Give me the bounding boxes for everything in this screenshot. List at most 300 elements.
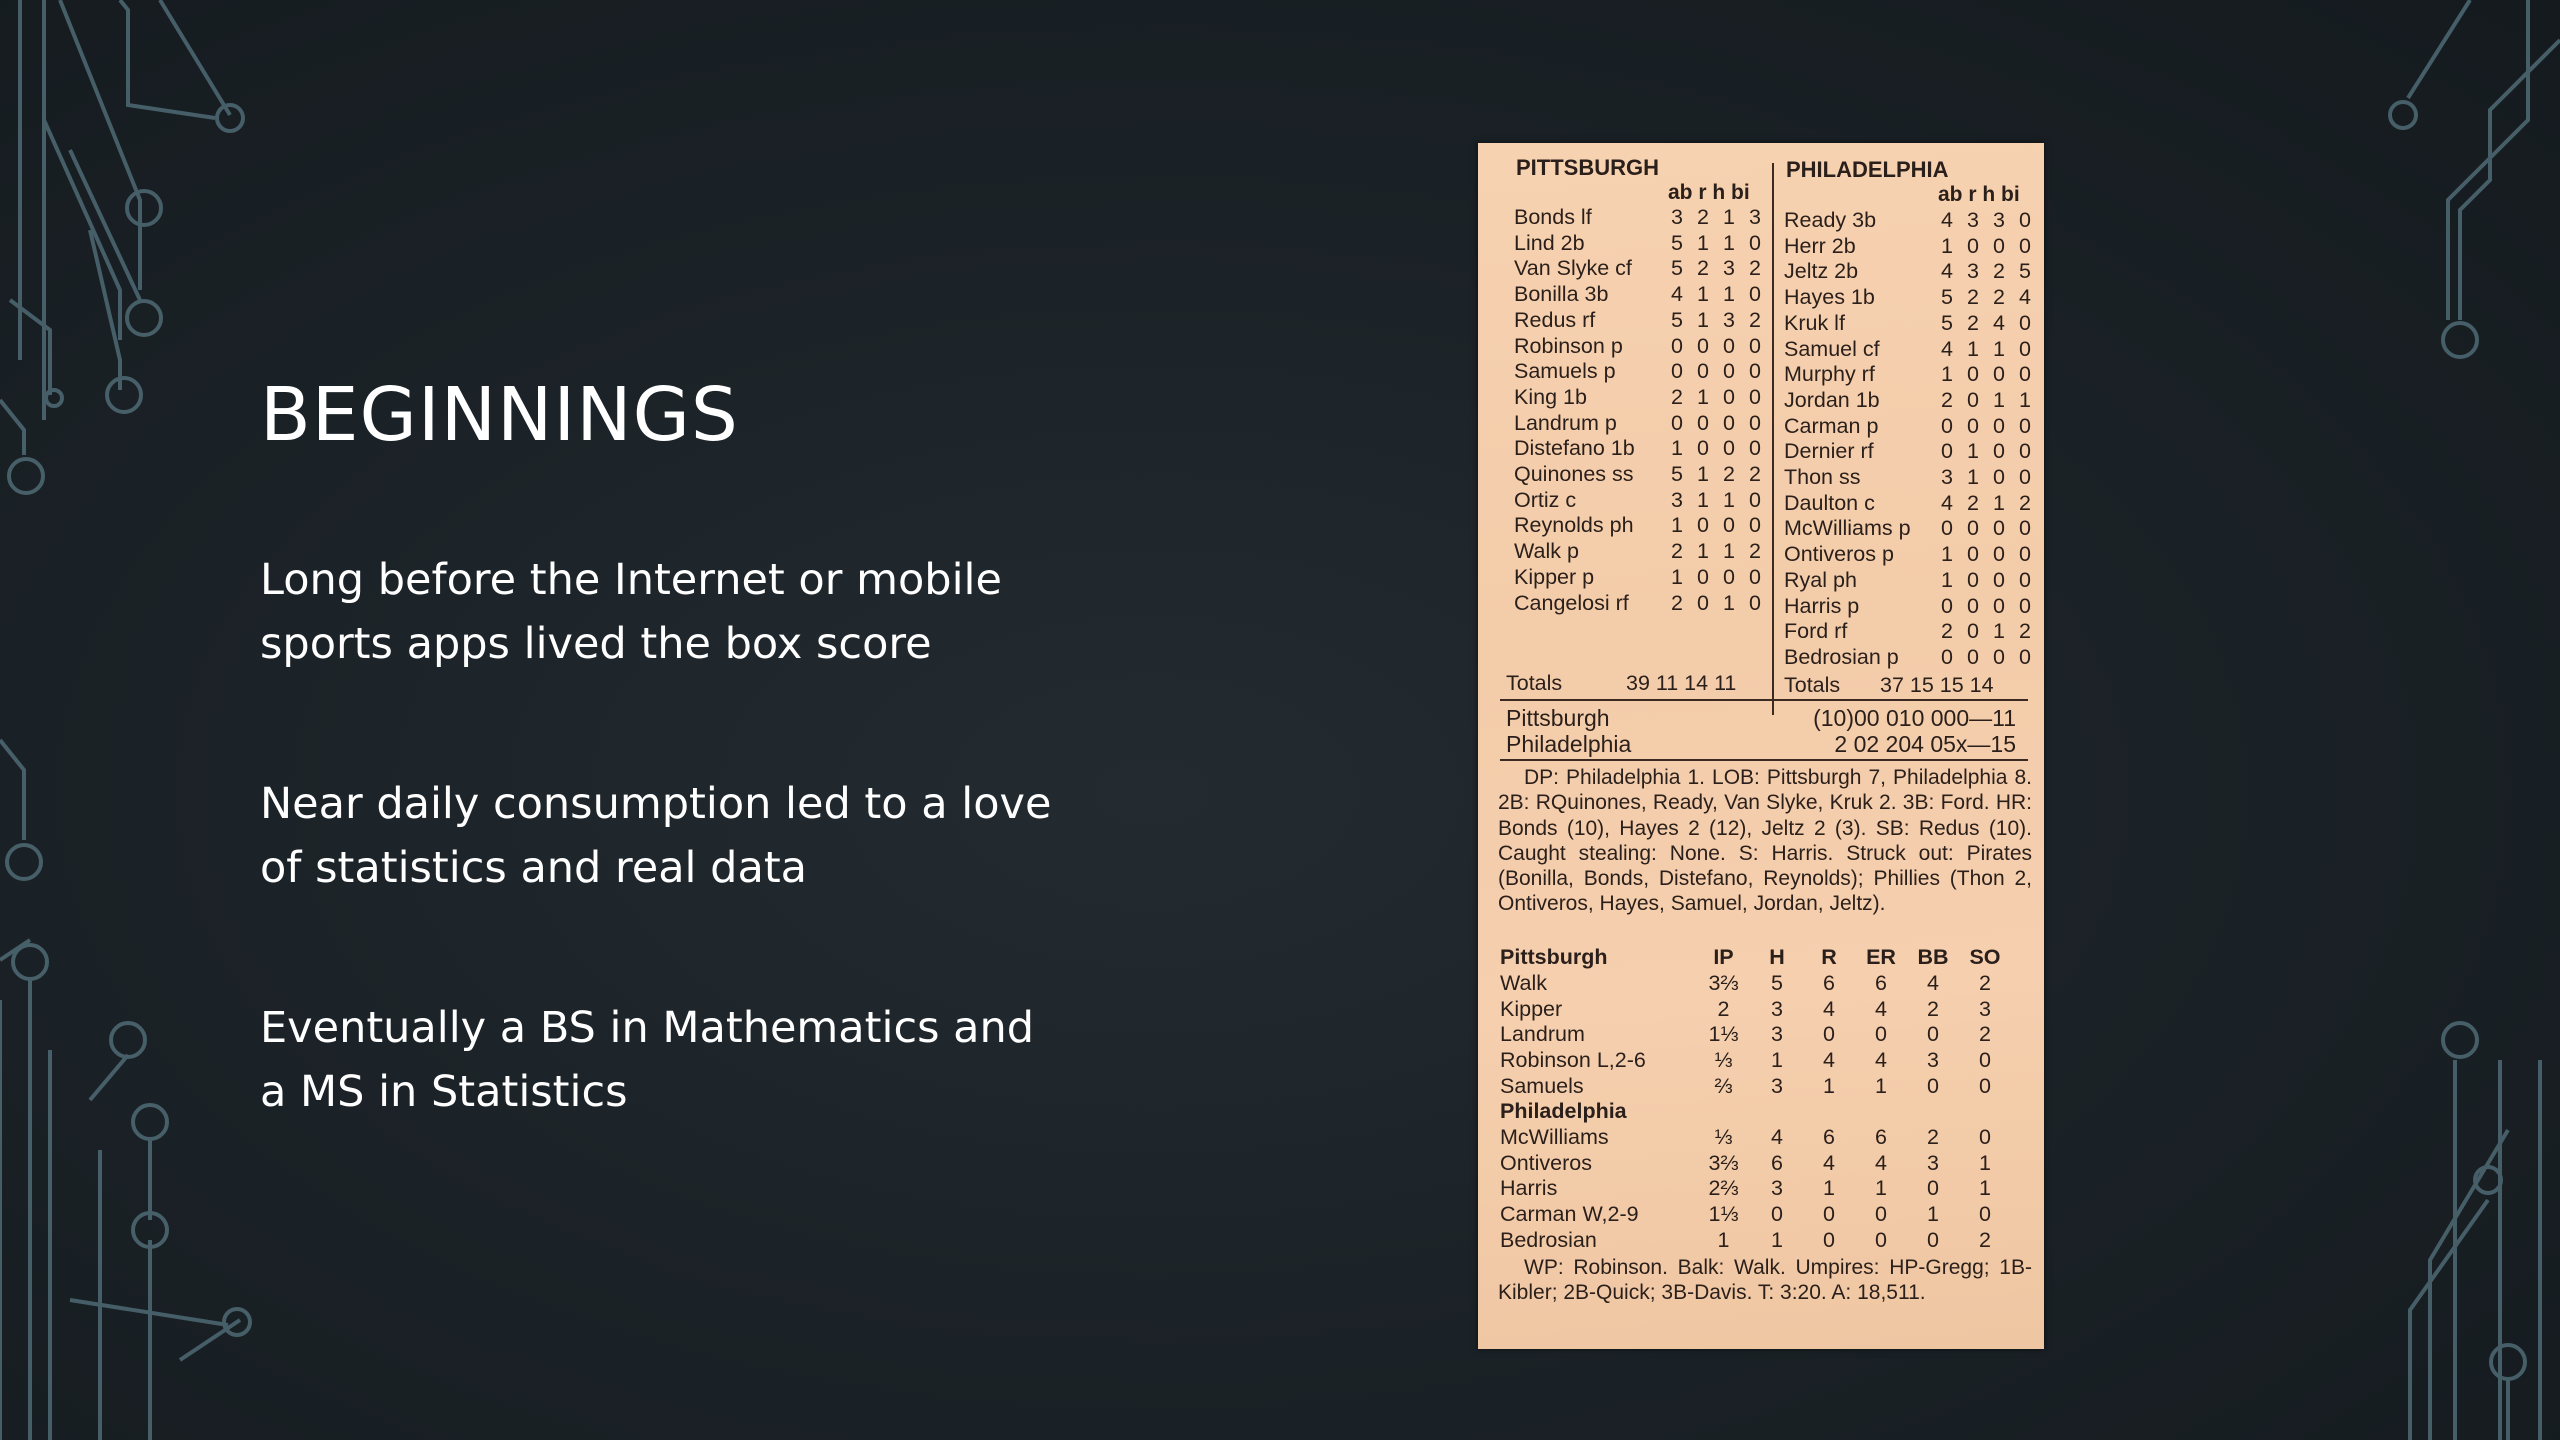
batter-row [1784,414,2038,440]
batter-stat: 0 [2019,542,2031,567]
batter-row [1784,311,2038,337]
pitcher-stat: 3 [1771,996,1783,1021]
pitching-col: R [1821,945,1837,969]
batter-stat: 0 [1749,436,1761,461]
slide-title: BEGINNINGS [260,372,739,458]
batter-stat: 2 [1671,539,1683,564]
pitcher-stat: 0 [1823,1202,1835,1227]
batter-stat: 0 [1993,362,2005,387]
pitcher-stat: 4 [1823,1150,1835,1175]
batter-row [1514,411,1768,437]
batter-stat: 2 [1749,539,1761,564]
batter-name: Carman p [1784,413,1879,438]
pitching-col: IP [1713,945,1734,969]
pitcher-stat: 3⅔ [1708,1150,1739,1175]
pitcher-stat: 6 [1771,1150,1783,1175]
batter-stat: 4 [1941,490,1953,515]
batter-stat: 5 [1671,462,1683,486]
batter-stat: 2 [2019,490,2031,515]
batter-stat: 0 [2019,644,2031,669]
pitcher-stat: 1 [1771,1227,1783,1252]
batter-row [1784,337,2038,363]
batter-stat: 5 [2019,259,2031,284]
batter-stat: 2 [1967,490,1979,515]
batter-name: Ready 3b [1784,208,1877,232]
batter-stat: 4 [1993,310,2005,335]
batter-stat: 0 [1941,413,1953,438]
batter-stat: 0 [1749,513,1761,538]
batter-row [1784,439,2038,465]
batter-stat: 0 [1697,333,1709,358]
pitcher-stat: 1 [1979,1176,1991,1201]
batter-stat: 0 [2019,593,2031,618]
batter-name: Van Slyke cf [1514,256,1632,281]
totals-value: 39 11 14 11 [1626,671,1737,695]
batter-row [1784,388,2038,414]
batter-name: Bonds lf [1514,205,1592,229]
totals-label: Totals [1506,671,1563,695]
batter-row [1784,568,2038,594]
batter-name: Ryal ph [1784,567,1857,592]
batter-stat: 0 [1993,567,2005,592]
batter-stat: 1 [1697,282,1709,307]
pitcher-stat: 1⅓ [1708,1202,1739,1227]
pitcher-row [1500,1022,2011,1048]
batter-stat: 1 [1671,564,1683,589]
pitcher-name: Walk [1500,971,1547,995]
pitcher-stat: 1 [1823,1073,1835,1098]
pitcher-name: Samuels [1500,1073,1584,1098]
batter-stat: 0 [2019,208,2031,232]
batter-row [1514,231,1768,257]
pitcher-stat: ⅓ [1714,1125,1733,1149]
batter-stat: 2 [1967,285,1979,310]
pitcher-stat: 4 [1823,1048,1835,1073]
batter-name: Kruk lf [1784,310,1845,335]
batter-stat: 2 [1749,462,1761,486]
batter-row [1784,645,2038,671]
pitcher-stat: 3 [1771,1176,1783,1201]
pitching-team: Pittsburgh [1500,945,1608,969]
batter-stat: 1 [1967,336,1979,361]
batter-stat: 1 [1941,567,1953,592]
bullet-item: Long before the Internet or mobile sports apps lived the box score [260,555,1002,669]
batter-stat: 0 [2019,439,2031,464]
batter-row [1784,594,2038,620]
batter-stat: 0 [1993,516,2005,541]
batter-row [1514,256,1768,282]
batter-stat: 0 [1749,230,1761,255]
batter-name: Daulton c [1784,490,1875,515]
batter-stat: 0 [1697,359,1709,384]
pitcher-stat: 0 [1927,1176,1939,1201]
batter-stat: 2 [1671,384,1683,409]
batter-name: Jeltz 2b [1784,259,1859,284]
batter-row [1784,542,2038,568]
pitcher-stat: 0 [1875,1022,1887,1047]
batter-stat: 0 [1941,593,1953,618]
batter-name: Jordan 1b [1784,387,1880,412]
batter-name: Landrum p [1514,410,1617,435]
batter-stat: 1 [1967,465,1979,489]
batter-name: Lind 2b [1514,230,1585,255]
pitcher-stat: 4 [1927,971,1939,995]
pitcher-stat: 3 [1979,996,1991,1021]
pitcher-row [1500,1228,2011,1254]
bullet-item: Near daily consumption led to a love of statistics and real data [260,779,1052,893]
pitcher-stat: 4 [1771,1125,1783,1149]
batter-stat: 1 [1671,513,1683,538]
batter-row [1514,436,1768,462]
batter-stat: 4 [1941,208,1953,232]
pitcher-stat: 3 [1927,1150,1939,1175]
batter-row [1784,619,2038,645]
totals-value: 37 15 15 14 [1880,673,1994,697]
batter-stat: 0 [1723,513,1735,538]
pitcher-stat: 0 [1979,1073,1991,1098]
pitcher-stat: ⅔ [1714,1073,1733,1098]
box-score-clipping [1478,143,2044,1349]
pitcher-row [1500,1202,2011,1228]
batter-stat: 0 [2019,233,2031,258]
batter-name: Harris p [1784,593,1860,618]
batter-stat: 0 [1967,542,1979,567]
batter-name: Ortiz c [1514,487,1577,512]
batter-stat: 1 [1941,542,1953,567]
totals-label: Totals [1784,673,1841,697]
batter-stat: 0 [1697,590,1709,615]
batter-stat: 3 [1723,256,1735,281]
pittsburgh-totals [1506,671,1736,696]
batter-stat: 4 [1941,259,1953,284]
batter-stat: 1 [1723,282,1735,307]
batter-name: Cangelosi rf [1514,590,1629,615]
linescore-team: Pittsburgh [1506,705,1610,731]
batter-name: Bonilla 3b [1514,282,1609,307]
batter-stat: 5 [1941,310,1953,335]
batter-row [1784,362,2038,388]
pitcher-stat: 6 [1823,1125,1835,1149]
batter-name: Ford rf [1784,619,1848,644]
batter-stat: 0 [1749,333,1761,358]
batter-stat: 2 [1993,259,2005,284]
batter-stat: 0 [1993,644,2005,669]
batter-stat: 2 [1723,462,1735,486]
pitcher-stat: 0 [1979,1125,1991,1149]
batter-name: King 1b [1514,384,1587,409]
linescore-team: Philadelphia [1506,731,1632,757]
batter-stat: 0 [2019,336,2031,361]
batter-name: Kipper p [1514,564,1595,589]
pitcher-stat: 6 [1875,971,1887,995]
pitcher-name: Landrum [1500,1022,1585,1047]
pitcher-name: Robinson L,2-6 [1500,1048,1646,1073]
pitcher-stat: 1 [1771,1048,1783,1073]
batter-stat: 5 [1671,230,1683,255]
batter-stat: 0 [1749,359,1761,384]
batter-stat: 0 [1749,487,1761,512]
batter-stat: 0 [1749,282,1761,307]
pitcher-stat: 0 [1979,1202,1991,1227]
batter-row [1784,259,2038,285]
batter-stat: 0 [1941,439,1953,464]
batter-stat: 0 [1723,359,1735,384]
batter-stat: 4 [2019,285,2031,310]
pitcher-stat: 6 [1823,971,1835,995]
batter-stat: 1 [1993,619,2005,644]
pitcher-name: Bedrosian [1500,1227,1597,1252]
pitcher-row [1500,971,2011,997]
linescore-innings: 2 02 204 05x—15 [1834,731,2016,757]
batter-stat: 1 [2019,387,2031,412]
pitcher-stat: 2 [1717,996,1730,1021]
batter-stat: 0 [1967,233,1979,258]
pitcher-stat: 4 [1875,996,1887,1021]
pitcher-stat: 0 [1927,1227,1939,1252]
batter-row [1514,308,1768,334]
pitcher-stat: 0 [1927,1073,1939,1098]
pitcher-stat: 0 [1823,1022,1835,1047]
pitcher-stat: 0 [1927,1022,1939,1047]
batter-row [1514,282,1768,308]
batter-stat: 0 [1671,333,1683,358]
batter-stat: 3 [1941,465,1953,489]
batter-stat: 0 [1723,564,1735,589]
batter-stat: 1 [1993,387,2005,412]
batter-stat: 0 [1749,384,1761,409]
pitcher-stat: 1 [1823,1176,1835,1201]
philadelphia-totals [1784,673,1994,698]
batter-row [1514,205,1768,231]
batter-stat: 0 [1723,333,1735,358]
pitcher-stat: 2 [1927,996,1939,1021]
pitcher-name: Harris [1500,1176,1558,1201]
batter-stat: 1 [1993,336,2005,361]
batter-row [1784,208,2038,234]
pitching-team-heading [1500,1099,1696,1125]
batter-stat: 1 [1697,539,1709,564]
pitcher-row [1500,997,2011,1023]
batter-row [1784,234,2038,260]
batter-stat: 1 [1723,539,1735,564]
pitcher-stat: 1 [1875,1073,1887,1098]
batter-stat: 0 [1723,436,1735,461]
batter-stat: 3 [1723,307,1735,332]
philadelphia-column-header: ab r h bi [1938,183,2020,206]
batter-stat: 0 [1749,564,1761,589]
batter-stat: 0 [1967,413,1979,438]
batter-name: Thon ss [1784,465,1861,489]
batter-stat: 0 [1967,567,1979,592]
game-notes: DP: Philadelphia 1. LOB: Pittsburgh 7, Philadelphia 8. 2B: RQuinones, Ready, Van Slyke, Kruk 2. 3B: Ford. HR: Bonds (10), Hayes 2 (12), Jeltz 2 (3). SB: Redus (10). Caught stealing: None. S: Harris. Struck out: Pirates (Bonilla, Bonds, Distefano, Reynolds); Phillies (Thon 2, Ontiveros, Hayes, Samuel, Jordan, Jeltz). [1498,766,2032,916]
pitcher-stat: 4 [1875,1048,1887,1073]
batter-stat: 0 [1697,513,1709,538]
pitcher-stat: 2 [1979,971,1991,995]
batter-row [1514,359,1768,385]
pitcher-row [1500,1048,2011,1074]
batter-name: Samuels p [1514,359,1616,384]
batter-row [1514,334,1768,360]
pitcher-stat: 2 [1927,1125,1939,1149]
rule [1500,699,2028,701]
batter-stat: 0 [2019,310,2031,335]
batter-stat: 0 [1967,387,1979,412]
batter-stat: 1 [1697,307,1709,332]
batter-row [1514,565,1768,591]
pitcher-row [1500,1151,2011,1177]
batter-stat: 1 [1967,439,1979,464]
linescore-row [1506,731,2016,758]
batter-stat: 0 [1967,619,1979,644]
pitching-col: SO [1969,945,2001,969]
batter-name: Dernier rf [1784,439,1874,464]
pitcher-name: McWilliams [1500,1125,1609,1149]
batter-row [1514,539,1768,565]
batter-stat: 1 [1671,436,1683,461]
batter-stat: 4 [1671,282,1683,307]
pitching-team: Philadelphia [1500,1099,1627,1123]
batter-stat: 0 [1967,593,1979,618]
batter-stat: 0 [1993,413,2005,438]
batter-name: Redus rf [1514,307,1596,332]
pitcher-stat: 0 [1875,1227,1887,1252]
batter-stat: 0 [1993,233,2005,258]
bullet-list [260,548,1060,1220]
batter-stat: 1 [1697,487,1709,512]
batter-stat: 2 [1749,307,1761,332]
batter-stat: 0 [1749,410,1761,435]
pitcher-stat: 1 [1875,1176,1887,1201]
pitcher-stat: 2 [1979,1227,1991,1252]
pitcher-row [1500,1074,2011,1100]
batter-stat: 1 [1993,490,2005,515]
batter-stat: 0 [1697,436,1709,461]
batter-name: Robinson p [1514,333,1623,358]
batter-stat: 1 [1697,462,1709,486]
batter-stat: 0 [2019,516,2031,541]
batter-stat: 0 [1993,542,2005,567]
batter-stat: 0 [1993,593,2005,618]
batter-stat: 0 [1967,644,1979,669]
batter-stat: 5 [1941,285,1953,310]
batter-row [1514,513,1768,539]
pitcher-stat: ⅓ [1714,1048,1733,1073]
batter-stat: 0 [2019,413,2031,438]
pitching-col: BB [1917,945,1949,969]
batter-name: Ontiveros p [1784,542,1894,567]
batter-stat: 0 [1723,384,1735,409]
batter-stat: 1 [1697,384,1709,409]
batter-stat: 2 [2019,619,2031,644]
batter-stat: 1 [1697,230,1709,255]
batter-stat: 1 [1723,205,1735,229]
batter-stat: 0 [1697,564,1709,589]
batter-stat: 5 [1671,256,1683,281]
batter-name: Walk p [1514,539,1579,564]
linescore-innings: (10)00 010 000—11 [1813,705,2016,731]
pitcher-stat: 1⅓ [1708,1022,1739,1047]
pittsburgh-column-header: ab r h bi [1668,181,1750,204]
batter-stat: 2 [1993,285,2005,310]
pitcher-stat: 0 [1823,1227,1835,1252]
batter-stat: 1 [1941,233,1953,258]
batter-stat: 4 [1941,336,1953,361]
batter-stat: 0 [1993,439,2005,464]
batter-stat: 0 [1671,359,1683,384]
batter-stat: 0 [1941,644,1953,669]
batter-stat: 2 [1941,619,1953,644]
pitcher-stat: 1 [1927,1202,1939,1227]
batter-stat: 0 [2019,362,2031,387]
batter-stat: 1 [1941,362,1953,387]
batter-row [1784,285,2038,311]
pitcher-stat: 1 [1979,1150,1991,1175]
batter-name: Samuel cf [1784,336,1880,361]
batter-stat: 2 [1697,256,1709,281]
batter-row [1514,462,1768,488]
batter-stat: 3 [1749,205,1761,229]
pitcher-stat: 3 [1927,1048,1939,1073]
batter-stat: 1 [1723,230,1735,255]
batter-stat: 0 [1967,516,1979,541]
pitcher-stat: 4 [1875,1150,1887,1175]
pitcher-name: Kipper [1500,996,1563,1021]
batter-stat: 0 [1723,410,1735,435]
philadelphia-heading: PHILADELPHIA [1786,157,1949,182]
pitching-header [1500,945,2011,971]
batter-row [1784,491,2038,517]
pitcher-stat: 3 [1771,1073,1783,1098]
batter-stat: 2 [1941,387,1953,412]
batter-row [1514,591,1768,617]
pitcher-stat: 2 [1979,1022,1991,1047]
pitcher-stat: 0 [1979,1048,1991,1073]
batter-name: Distefano 1b [1514,436,1635,461]
batter-stat: 5 [1671,307,1683,332]
batter-stat: 0 [2019,567,2031,592]
batter-stat: 2 [1967,310,1979,335]
batter-stat: 3 [1671,205,1683,229]
pitcher-stat: 0 [1875,1202,1887,1227]
batter-stat: 3 [1967,259,1979,284]
batter-stat: 1 [1723,487,1735,512]
batter-name: Reynolds ph [1514,513,1634,538]
pitcher-stat: 4 [1823,996,1835,1021]
pitcher-stat: 2⅔ [1708,1176,1739,1201]
batter-row [1784,465,2038,491]
pitcher-row [1500,1125,2011,1151]
rule [1500,759,2028,761]
pitching-col: ER [1866,945,1896,969]
linescore-row [1506,705,2016,732]
batter-row [1514,488,1768,514]
batter-stat: 2 [1697,205,1709,229]
pitcher-stat: 5 [1771,971,1783,995]
game-footer: WP: Robinson. Balk: Walk. Umpires: HP-Gregg; 1B-Kibler; 2B-Quick; 3B-Davis. T: 3:20. A: 18,511. [1498,1256,2032,1305]
pitcher-stat: 3 [1771,1022,1783,1047]
batter-stat: 0 [2019,465,2031,489]
batter-stat: 0 [1941,516,1953,541]
batter-name: Quinones ss [1514,462,1634,486]
batter-name: Herr 2b [1784,233,1856,258]
batter-name: Murphy rf [1784,362,1875,387]
batter-row [1784,516,2038,542]
batter-row [1514,385,1768,411]
batter-stat: 0 [1749,590,1761,615]
batter-stat: 0 [1697,410,1709,435]
batter-stat: 0 [1993,465,2005,489]
bullet-item: Eventually a BS in Mathematics and a MS in Statistics [260,1003,1035,1117]
